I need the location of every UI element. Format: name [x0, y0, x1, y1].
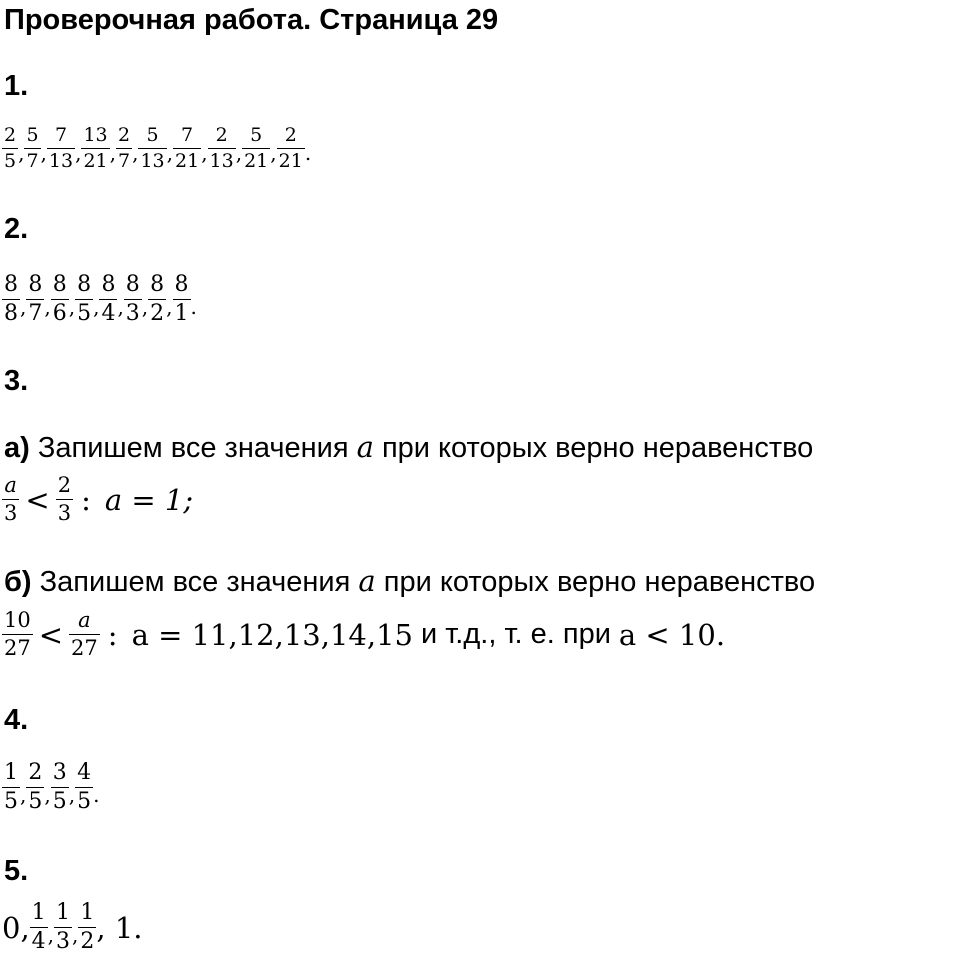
numerator: 1	[4, 760, 18, 785]
numerator: 1	[56, 900, 71, 925]
comma: ,	[166, 141, 173, 165]
denominator: 5	[4, 789, 18, 814]
task-number-4: 4.	[4, 704, 29, 736]
fraction	[26, 274, 44, 325]
numerator: 5	[26, 124, 39, 146]
comma: ,	[44, 295, 51, 319]
fraction	[75, 762, 93, 813]
numerator: 2	[118, 124, 131, 146]
denominator: 5	[77, 789, 92, 814]
task3a-inequality	[2, 475, 193, 524]
fraction	[173, 126, 201, 171]
comma: ,	[235, 141, 243, 165]
fraction	[75, 274, 93, 325]
fraction	[78, 902, 96, 953]
numerator: 8	[101, 272, 116, 297]
fraction	[277, 126, 305, 171]
task-number-3: 3.	[4, 365, 29, 397]
period: .	[190, 295, 197, 319]
fraction	[54, 902, 72, 953]
fraction	[173, 274, 191, 325]
numerator: 3	[52, 760, 67, 785]
denominator: 4	[31, 929, 46, 954]
denominator: 13	[48, 150, 74, 172]
denominator: 6	[52, 301, 67, 326]
task3b-var: a	[358, 564, 376, 598]
numerator: 8	[150, 272, 165, 297]
less-than-sign: <	[38, 617, 64, 652]
numerator: 5	[250, 124, 263, 146]
task3b-answer-tail: a < 10.	[618, 617, 726, 652]
comma: ,	[109, 141, 116, 165]
task3a-text2: при которых верно неравенство	[381, 432, 814, 464]
fraction	[81, 126, 109, 171]
numerator: 7	[54, 124, 68, 146]
task3a-text: Запишем все значения	[37, 432, 349, 464]
task3b-inequality	[2, 610, 725, 659]
comma: ,	[75, 141, 82, 165]
page-title: Проверочная работа. Страница 29	[4, 4, 499, 36]
numerator: 8	[52, 272, 67, 297]
task-number-1: 1.	[4, 70, 29, 102]
numerator: 13	[83, 124, 108, 146]
numerator: 2	[28, 760, 43, 785]
task2-fraction-list	[2, 274, 197, 325]
task5-tail: , 1.	[96, 910, 143, 945]
numerator: 1	[80, 900, 95, 925]
task3b-statement	[4, 564, 815, 599]
denominator: 13	[140, 150, 165, 172]
denominator: 21	[244, 150, 269, 172]
comma: ,	[44, 783, 51, 807]
denominator: 3	[56, 929, 71, 954]
numerator: 2	[284, 124, 297, 146]
fraction	[51, 274, 69, 325]
comma: ,	[68, 783, 76, 807]
task3a-fraction-right: $\frac{2}{3}$	[57, 473, 72, 525]
period: .	[93, 783, 100, 807]
colon: :	[81, 482, 91, 517]
task-number-2: 2.	[4, 213, 29, 245]
comma: ,	[20, 783, 27, 807]
comma: ,	[68, 295, 76, 319]
fraction	[116, 126, 132, 171]
task3a-answer: a = 1;	[104, 482, 194, 517]
denominator: 7	[118, 150, 131, 172]
comma: ,	[40, 141, 47, 165]
denominator: 21	[175, 150, 200, 172]
numerator: 2	[215, 124, 228, 146]
fraction	[51, 762, 69, 813]
fraction	[2, 126, 18, 171]
comma: ,	[201, 141, 208, 165]
denominator: 2	[80, 929, 95, 954]
task3a-label: а)	[4, 432, 30, 464]
task4-fraction-list	[2, 762, 99, 813]
denominator: 3	[125, 301, 140, 326]
comma: ,	[72, 923, 79, 947]
task1-fraction-list	[2, 126, 311, 171]
denominator: 7	[28, 301, 43, 326]
numerator: 5	[146, 124, 159, 146]
denominator: 13	[209, 150, 234, 172]
comma: ,	[166, 295, 173, 319]
fraction	[26, 762, 44, 813]
fraction	[208, 126, 236, 171]
task3a-fraction-left: $\frac{a}{3}$	[4, 473, 18, 525]
task5-lead: 0,	[2, 910, 30, 945]
comma: ,	[18, 141, 25, 165]
denominator: 21	[83, 150, 108, 172]
task3b-text: Запишем все значения	[39, 566, 351, 598]
fraction	[99, 274, 117, 325]
task3b-label: б)	[4, 566, 32, 598]
fraction	[2, 274, 20, 325]
denominator: 2	[150, 301, 165, 326]
task3b-text2: при которых верно неравенство	[383, 566, 816, 598]
comma: ,	[141, 295, 149, 319]
denominator: 5	[77, 301, 92, 326]
task3b-fraction-left: $\frac{10}{27}$	[4, 608, 31, 660]
task-number-5: 5.	[4, 855, 29, 887]
comma: ,	[270, 141, 277, 165]
comma: ,	[93, 295, 100, 319]
numerator: 2	[4, 124, 17, 146]
numerator: 1	[31, 900, 46, 925]
denominator: 1	[174, 301, 189, 326]
task3a-statement	[4, 430, 813, 465]
less-than-sign: <	[25, 482, 50, 517]
task3b-fraction-right: $\frac{a}{27}$	[71, 608, 98, 660]
denominator: 4	[101, 301, 116, 326]
numerator: 8	[125, 272, 140, 297]
fraction	[124, 274, 142, 325]
fraction	[24, 126, 40, 171]
comma: ,	[20, 295, 27, 319]
task3a-var: a	[356, 430, 374, 464]
numerator: 7	[181, 124, 194, 146]
denominator: 7	[26, 150, 39, 172]
denominator: 5	[28, 789, 43, 814]
period: .	[304, 141, 312, 165]
numerator: 8	[77, 272, 92, 297]
comma: ,	[47, 923, 55, 947]
numerator: 8	[174, 272, 189, 297]
denominator: 8	[4, 301, 18, 326]
fraction	[148, 274, 166, 325]
colon: :	[107, 617, 118, 652]
denominator: 5	[4, 150, 17, 172]
numerator: 4	[77, 760, 92, 785]
comma: ,	[132, 141, 139, 165]
fraction	[242, 126, 270, 171]
numerator: 8	[28, 272, 43, 297]
task3b-answer-values: a = 11,12,13,14,15	[131, 617, 413, 652]
fraction	[138, 126, 166, 171]
numerator: 8	[4, 272, 18, 297]
task3b-answer-text: и т.д., т. е. при	[420, 618, 611, 650]
fraction	[2, 762, 20, 813]
denominator: 5	[52, 789, 67, 814]
fraction	[47, 126, 75, 171]
task5-sequence	[2, 902, 143, 953]
denominator: 21	[278, 150, 303, 172]
fraction	[30, 902, 48, 953]
comma: ,	[117, 295, 124, 319]
